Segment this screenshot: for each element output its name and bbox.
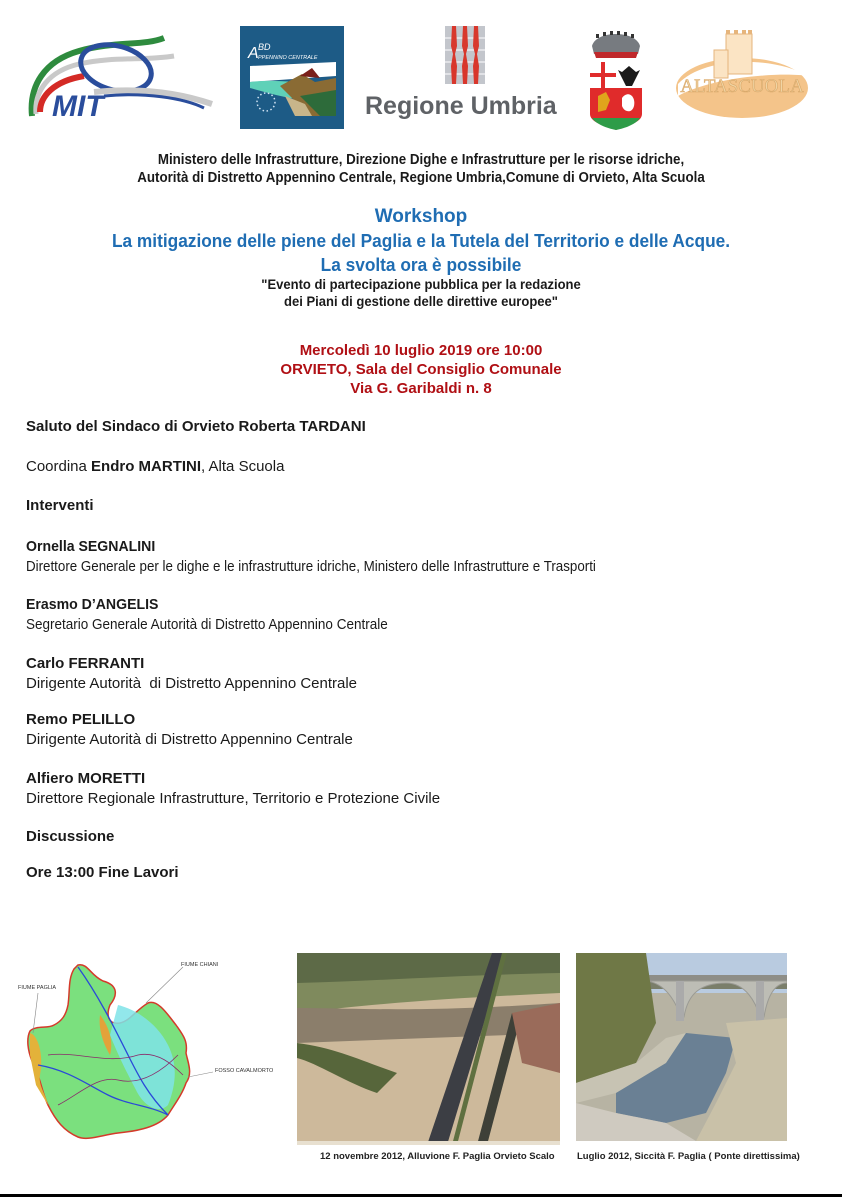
- event-subtitle-line-1: "Evento di partecipazione pubblica per la redazione: [261, 276, 581, 292]
- speaker-name: Remo PELILLO: [26, 711, 136, 728]
- drought-photo: [576, 953, 787, 1141]
- regione-umbria-logo: [365, 26, 570, 126]
- organizers-line-1: Ministero delle Infrastrutture, Direzione Dighe e Infrastrutture per le risorse idriche,: [157, 152, 685, 168]
- organizers-line-2: Autorità di Distretto Appennino Centrale, Regione Umbria,Comune di Orvieto, Alta Scuola: [137, 170, 705, 186]
- abd-logo-top: BD: [258, 42, 271, 52]
- flood-photo-caption: 12 novembre 2012, Alluvione F. Paglia Orvieto Scalo: [320, 1151, 555, 1162]
- drought-photo-caption: Luglio 2012, Siccità F. Paglia ( Ponte direttissima): [577, 1151, 800, 1162]
- speaker-name: Ornella SEGNALINI: [26, 538, 156, 555]
- speaker-name: Carlo FERRANTI: [26, 655, 145, 672]
- workshop-heading: Workshop: [374, 206, 468, 227]
- speaker-name: Alfiero MORETTI: [26, 770, 146, 787]
- map-label-fosso-cavalmorto: FOSSO CAVALMORTO: [215, 1068, 274, 1074]
- alta-scuola-logo-text: ALTASCUOLA: [680, 76, 804, 97]
- speaker-name: Erasmo D’ANGELIS: [26, 596, 159, 613]
- speaker-item: [26, 769, 440, 809]
- speaker-role: Direttore Regionale Infrastrutture, Territorio e Protezione Civile: [26, 790, 441, 807]
- event-address: Via G. Garibaldi n. 8: [350, 380, 492, 397]
- event-subtitle-line-2: dei Piani di gestione delle direttive europee": [284, 293, 558, 309]
- map-label-fiume-chiani: FIUME CHIANI: [181, 962, 219, 968]
- workshop-title-line-1: La mitigazione delle piene del Paglia e la Tutela del Territorio e delle Acque.: [111, 231, 731, 251]
- interventi-heading: Interventi: [26, 497, 94, 514]
- speaker-role: Dirigente Autorità di Distretto Appennino Centrale: [26, 731, 353, 748]
- speaker-item: [26, 654, 357, 694]
- coordina-line: [26, 458, 284, 475]
- speaker-item: [26, 595, 428, 635]
- river-basin-map: [18, 955, 278, 1145]
- comune-orvieto-coat-of-arms: [588, 26, 644, 130]
- speaker-role: Segretario Generale Autorità di Distretto Appennino Centrale: [26, 616, 388, 633]
- speaker-role: Dirigente Autorità di Distretto Appennino Centrale: [26, 675, 358, 692]
- mit-logo: [24, 26, 214, 121]
- abd-logo-sub: PPENNINO CENTRALE: [258, 55, 318, 61]
- coordina-suffix: , Alta Scuola: [201, 458, 285, 475]
- mit-logo-text: MIT: [52, 90, 104, 121]
- discussione-heading: Discussione: [26, 828, 115, 845]
- flood-photo: [297, 953, 560, 1145]
- workshop-title-line-2: La svolta ora è possibile: [320, 255, 522, 275]
- fine-lavori: Ore 13:00 Fine Lavori: [26, 864, 179, 881]
- speaker-item: [26, 710, 353, 750]
- abd-logo-initial: A: [248, 45, 259, 62]
- regione-umbria-logo-text: Regione Umbria: [365, 92, 557, 120]
- event-date: Mercoledì 10 luglio 2019 ore 10:00: [299, 342, 543, 359]
- speaker-item: [26, 537, 666, 577]
- coordina-prefix: Coordina: [26, 458, 92, 475]
- saluto-sindaco: Saluto del Sindaco di Orvieto Roberta TARDANI: [26, 418, 366, 435]
- abd-logo: [240, 26, 344, 129]
- speaker-role: Direttore Generale per le dighe e le infrastrutture idriche, Ministero delle Infrastrutture e Trasporti: [26, 558, 596, 575]
- map-label-fiume-paglia: FIUME PAGLIA: [18, 985, 57, 991]
- alta-scuola-logo: [674, 26, 810, 122]
- event-place: ORVIETO, Sala del Consiglio Comunale: [280, 361, 562, 378]
- coordina-name: Endro MARTINI: [91, 458, 202, 475]
